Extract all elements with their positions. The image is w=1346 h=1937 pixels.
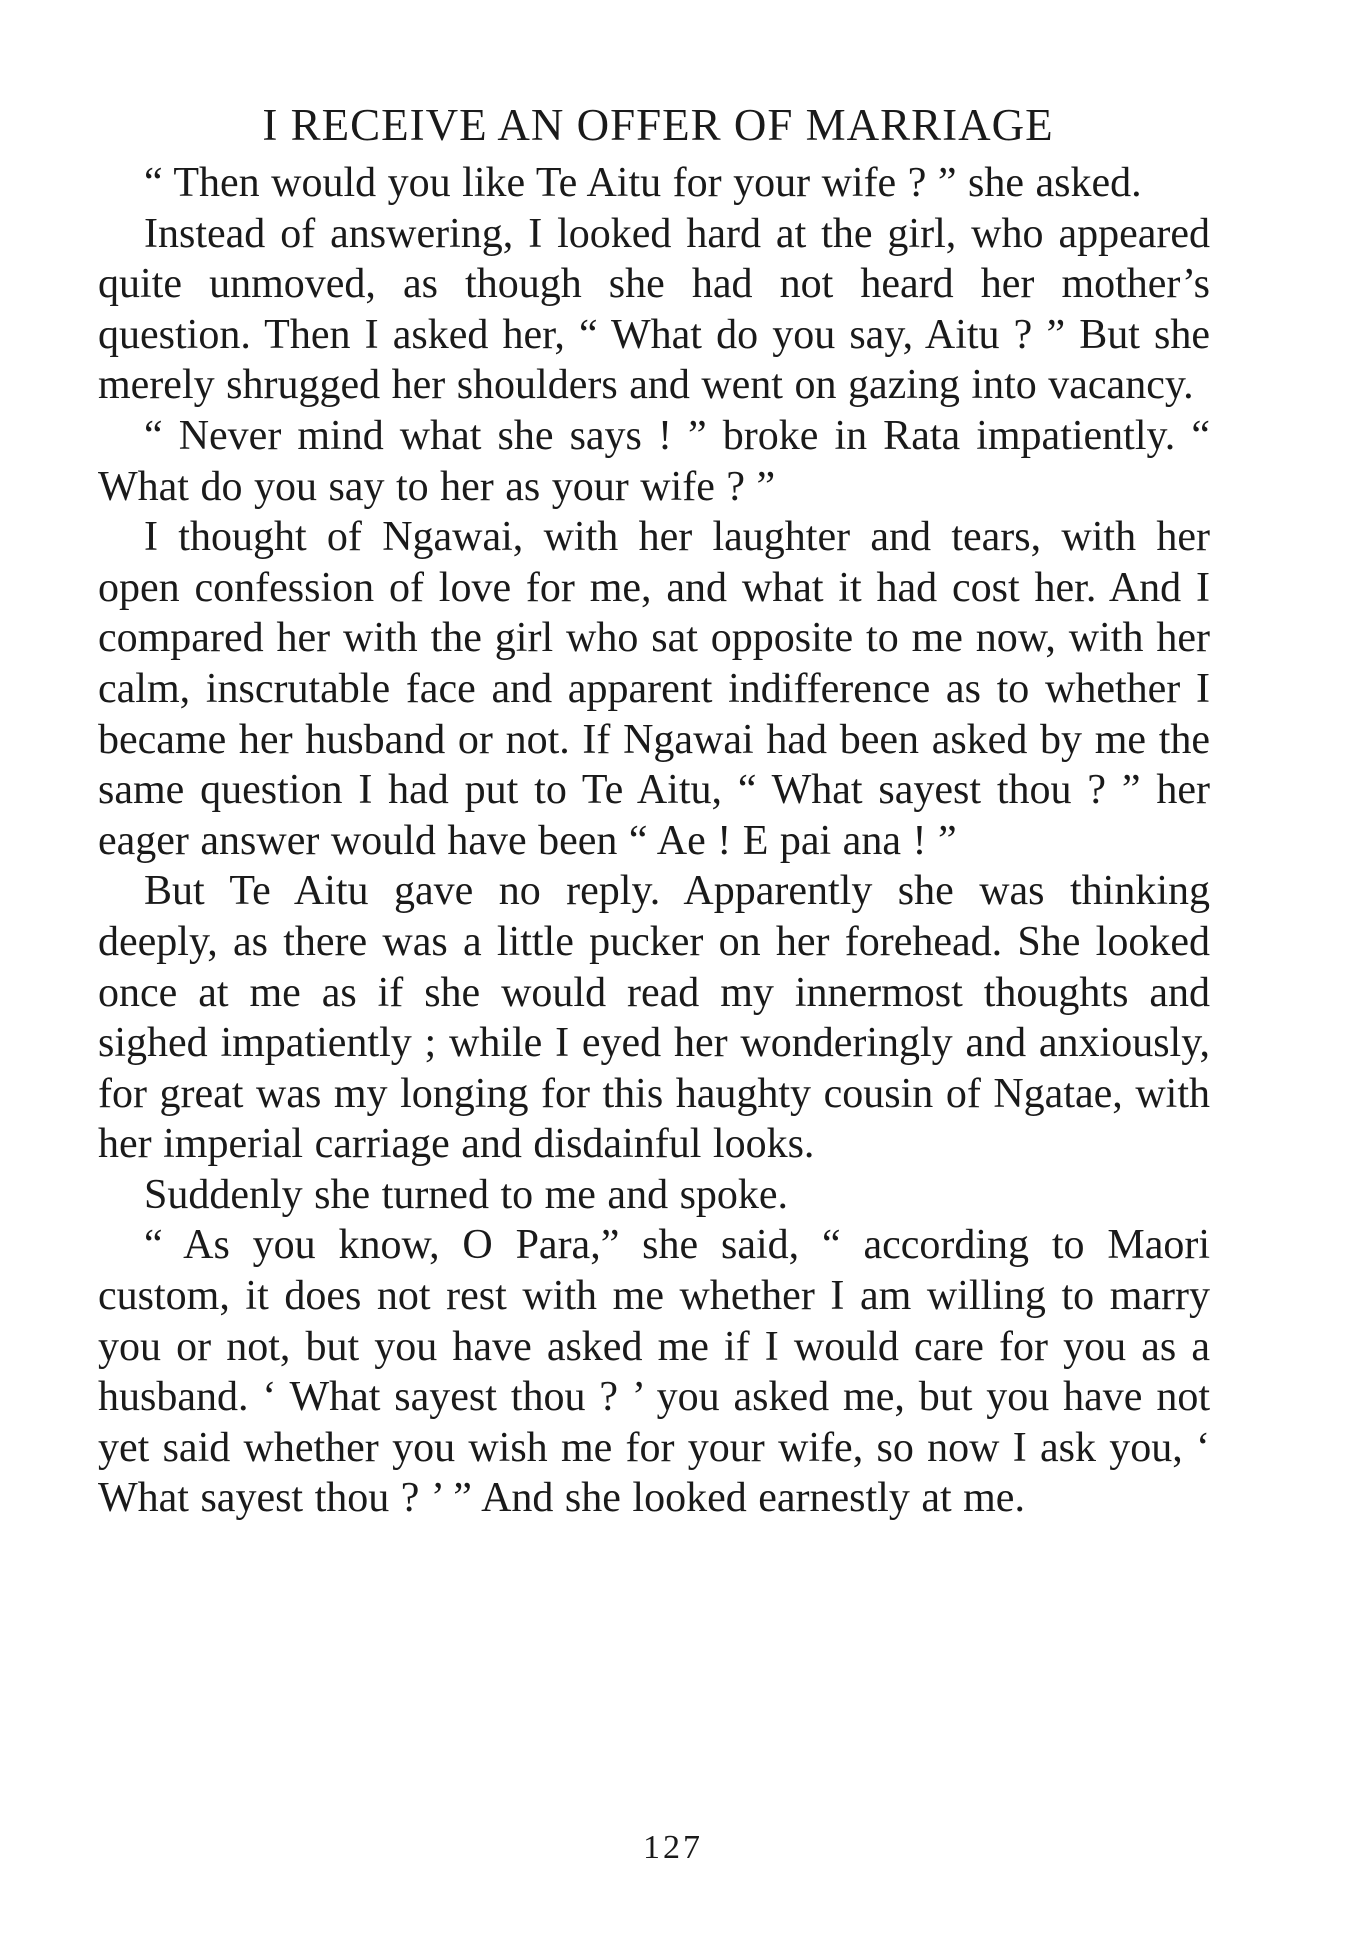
paragraph: Instead of answering, I looked hard at the girl, who appeared quite unmoved, as though she had not heard her mother’s question. Then I asked her, “ What do you say, Aitu ? ” But she merely shrugged her shoulders and went on gazing into vacancy. xyxy=(98,210,1210,409)
paragraph: But Te Aitu gave no reply. Apparently she was thinking deeply, as there was a little pucker on her forehead. She looked once at me as if she would read my innermost thoughts and sighed impatiently ; while I eyed her wonderingly and anxiously, for great was my longing for this haughty cousin of Ngatae, with her imperial carriage and disdainful looks. xyxy=(98,868,1210,1168)
paragraph: “ Then would you like Te Aitu for your wife ? ” she asked. xyxy=(144,160,1142,206)
page-number: 127 xyxy=(643,1829,703,1866)
paragraph: “ Never mind what she says ! ” broke in Rata impatiently. “ What do you say to her as your wife ? ” xyxy=(98,412,1210,510)
running-head: I RECEIVE AN OFFER OF MARRIAGE xyxy=(262,100,1054,150)
book-page xyxy=(98,96,1210,1524)
paragraph: I thought of Ngawai, with her laughter and tears, with her open confession of love for me, and what it had cost her. And I compared her with the girl who sat opposite to me now, with her calm, inscrutable face and apparent indifference as to whether I became her husband or not. If Ngawai had been asked by me the same question I had put to Te Aitu, “ What sayest thou ? ” her eager answer would have been “ Ae ! E pai ana ! ” xyxy=(98,514,1210,864)
paragraph: Suddenly she turned to me and spoke. xyxy=(144,1171,789,1218)
body-text xyxy=(98,158,1210,1524)
paragraph: “ As you know, O Para,” she said, “ according to Maori custom, it does not rest with me whether I am willing to marry you or not, but you have asked me if I would care for you as a husband. ‘ What sayest thou ? ’ you asked me, but you have not yet said whether you wish me for your wife, so now I ask you, ‘ What sayest thou ? ’ ” And she looked earnestly at me. xyxy=(98,1222,1210,1522)
